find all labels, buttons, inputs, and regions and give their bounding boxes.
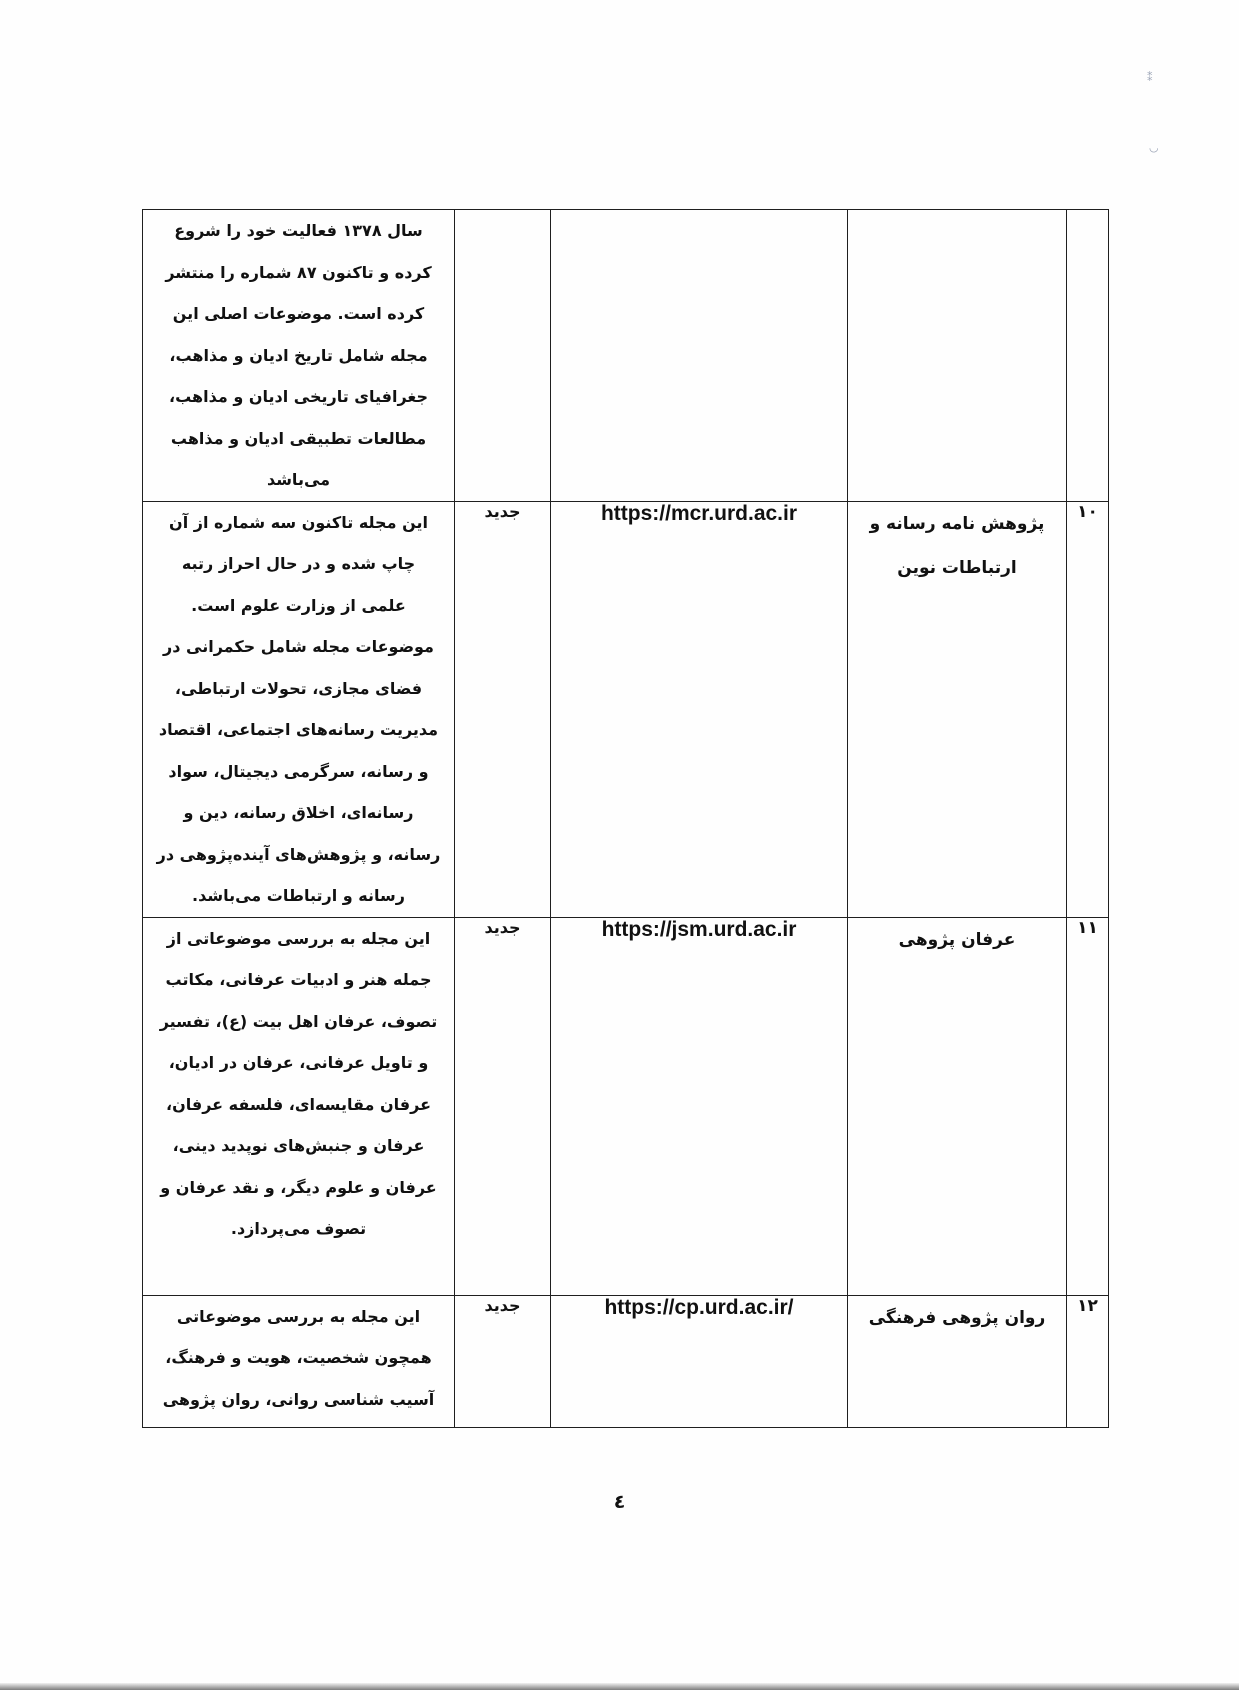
description-line: این مجله به بررسی موضوعاتی <box>176 1306 421 1326</box>
journal-description <box>143 210 455 502</box>
description-line: چاپ شده و در حال احراز رتبه <box>181 554 416 573</box>
description-line: این مجله به بررسی موضوعاتی از <box>166 928 431 948</box>
journal-status: جدید <box>455 501 551 917</box>
table-row <box>143 1295 1109 1427</box>
description-line: مجله شامل تاریخ ادیان و مذاهب، <box>169 345 428 365</box>
description-line: تصوف می‌پردازد. <box>230 1219 367 1238</box>
description-line: جمله هنر و ادبیات عرفانی، مکاتب <box>165 970 432 989</box>
description-line: کرده است. موضوعات اصلی این <box>172 304 425 323</box>
description-line: سال ۱۳۷۸ فعالیت خود را شروع <box>174 221 423 240</box>
description-line: عرفان مقایسه‌ای، فلسفه عرفان، <box>166 1094 431 1114</box>
description-line: جغرافیای تاریخی ادیان و مذاهب، <box>169 387 428 406</box>
journal-status <box>455 210 551 502</box>
description-line: می‌باشد <box>266 470 331 489</box>
row-number: ۱۰ <box>1067 501 1109 917</box>
row-number <box>1067 210 1109 502</box>
journal-url[interactable]: https://cp.urd.ac.ir/ <box>551 1295 848 1427</box>
journals-table <box>142 209 1109 1428</box>
journal-title <box>848 501 1067 917</box>
page-number: ٤ <box>613 1491 626 1513</box>
description-line: رسانه، و پژوهش‌های آینده‌پژوهی در <box>156 844 441 864</box>
journal-url[interactable]: https://mcr.urd.ac.ir <box>551 501 848 917</box>
table-row <box>143 917 1109 1295</box>
title-line: روان پژوهی فرهنگی <box>868 1307 1046 1328</box>
table-row <box>143 501 1109 917</box>
description-line: فضای مجازی، تحولات ارتباطی، <box>174 678 423 698</box>
journal-title <box>848 917 1067 1295</box>
description-line: آسیب شناسی روانی، روان پژوهی <box>162 1389 435 1409</box>
journal-status: جدید <box>455 1295 551 1427</box>
row-number: ۱۲ <box>1067 1295 1109 1427</box>
journal-description <box>143 1295 455 1427</box>
description-line: تصوف، عرفان اهل بیت (ع)، تفسیر <box>159 1011 438 1031</box>
journal-status: جدید <box>455 917 551 1295</box>
journal-url <box>551 210 848 502</box>
description-line: و رسانه، سرگرمی دیجیتال، سواد <box>168 761 429 781</box>
description-line: رسانه و ارتباطات می‌باشد. <box>192 886 405 905</box>
table-row <box>143 210 1109 502</box>
description-line: علمی از وزارت علوم است. <box>191 595 406 615</box>
description-line: این مجله تاکنون سه شماره از آن <box>169 512 428 532</box>
scan-speck: ◡ <box>1149 141 1159 154</box>
description-line: عرفان و جنبش‌های نوپدید دینی، <box>172 1136 425 1155</box>
description-line: همچون شخصیت، هویت و فرهنگ، <box>165 1348 432 1367</box>
scan-speck: ⁑ <box>1147 71 1153 84</box>
description-line: مطالعات تطبیقی ادیان و مذاهب <box>170 428 427 448</box>
title-line: ارتباطات نوین <box>897 557 1017 578</box>
journal-description <box>143 501 455 917</box>
description-line: و تاویل عرفانی، عرفان در ادیان، <box>168 1053 429 1072</box>
description-line: رسانه‌ای، اخلاق رسانه، دین و <box>183 803 414 822</box>
description-line: مدیریت رسانه‌های اجتماعی، اقتصاد <box>158 720 439 739</box>
row-number: ۱۱ <box>1067 917 1109 1295</box>
description-line: کرده و تاکنون ۸۷ شماره را منتشر <box>165 262 432 282</box>
journal-title <box>848 210 1067 502</box>
journal-url[interactable]: https://jsm.urd.ac.ir <box>551 917 848 1295</box>
title-line: پژوهش نامه رسانه و <box>869 513 1045 534</box>
journal-description <box>143 917 455 1295</box>
description-line: موضوعات مجله شامل حکمرانی در <box>163 637 434 656</box>
title-line: عرفان پژوهی <box>898 929 1016 950</box>
scan-edge <box>0 1683 1239 1690</box>
description-line: عرفان و علوم دیگر، و نقد عرفان و <box>160 1177 437 1197</box>
journal-title <box>848 1295 1067 1427</box>
